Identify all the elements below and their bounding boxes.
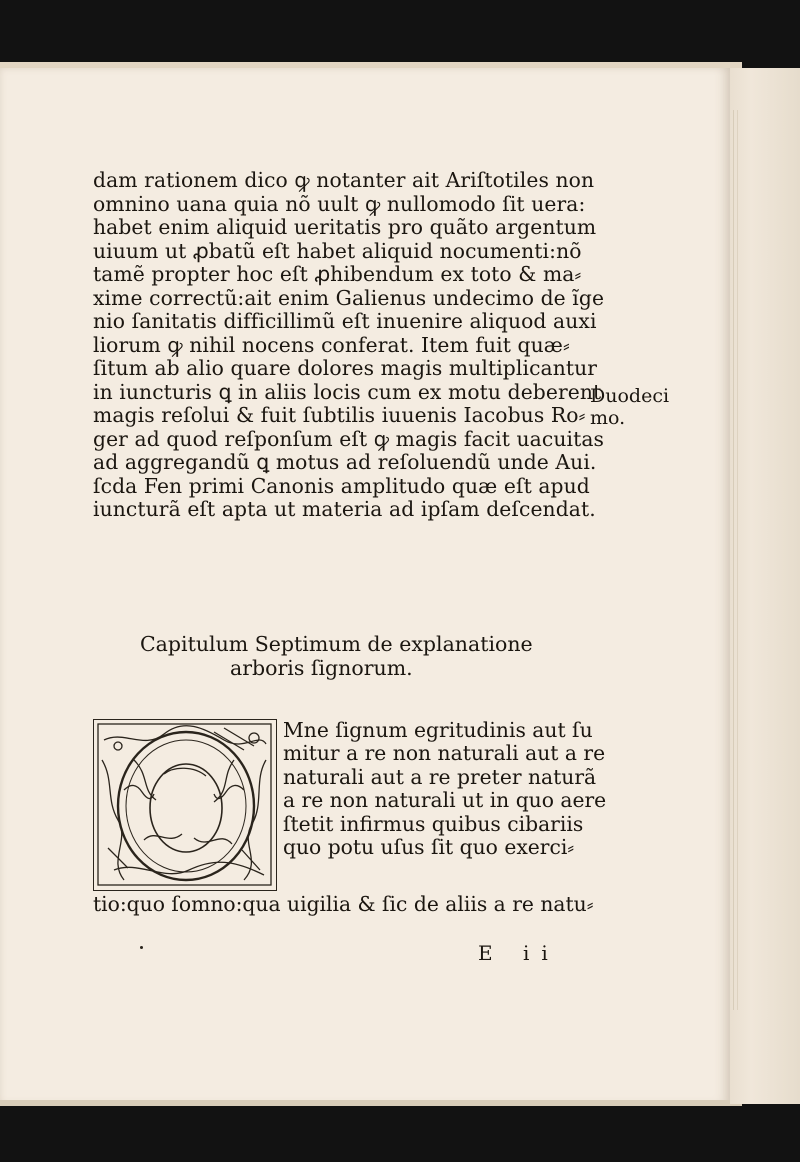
marginal-note-line: Duodeci bbox=[590, 385, 670, 407]
text-line: habet enim aliquid ueritatis pro quãto argentum bbox=[93, 215, 597, 239]
text-line: ſtetit infirmus quibus cibariis bbox=[283, 811, 584, 836]
chapter-heading bbox=[140, 632, 580, 680]
text-line: naturali aut a re preter naturã bbox=[283, 764, 597, 789]
text-line: magis reſolui & fuit ſubtilis iuuenis Iacobus Ro⸗ bbox=[93, 403, 586, 427]
page-stack-lines bbox=[733, 110, 738, 1010]
ink-speck bbox=[140, 946, 143, 949]
text-line: liorum ꝙ nihil nocens conferat. Item fuit quæ⸗ bbox=[93, 332, 570, 357]
text-line: mitur a re non naturali aut a re bbox=[283, 741, 606, 766]
text-line: dam rationem dico ꝙ notanter ait Ariſtotiles non bbox=[93, 168, 595, 192]
text-line: ſitum ab alio quare dolores magis multiplicantur bbox=[93, 356, 598, 380]
text-line: a re non naturali ut in quo aere bbox=[283, 788, 607, 813]
text-line: xime correctũ:ait enim Galienus undecimo de ĩge bbox=[93, 285, 605, 310]
text-line: nio ſanitatis difficillimũ eſt inuenire aliquod auxi bbox=[93, 309, 597, 333]
chapter-heading-line: Capitulum Septimum de explanatione bbox=[140, 632, 533, 656]
woodcut-initial-artwork bbox=[94, 720, 275, 889]
text-line: tio:quo ſomno:qua uigilia & ſic de aliis a re natu⸗ bbox=[93, 892, 594, 916]
decorated-initial-o-icon bbox=[93, 719, 277, 891]
text-line: iuncturã eſt apta ut materia ad ipſam deſcendat. bbox=[93, 497, 596, 521]
main-text-block bbox=[93, 168, 605, 522]
chapter-heading-line: arboris ſignorum. bbox=[230, 656, 413, 680]
text-line: quo potu uſus ſit quo exerci⸗ bbox=[283, 834, 575, 859]
marginal-note-line: mo. bbox=[590, 407, 626, 429]
marginal-note bbox=[590, 385, 669, 429]
page-bottom-edge bbox=[0, 1100, 742, 1106]
text-line: tamẽ propter hoc eſt ꝓhibendum ex toto & ma⸗ bbox=[93, 262, 582, 286]
text-line: uiuum ut ꝓbatũ eſt habet aliquid nocumenti:nõ bbox=[93, 238, 582, 263]
text-line: Mne ſignum egritudinis aut ſu bbox=[283, 718, 593, 742]
initial-paragraph-block bbox=[283, 718, 607, 859]
signature-mark: E ii bbox=[478, 941, 560, 965]
text-line: ger ad quod reſponſum eſt ꝙ magis facit uacuitas bbox=[93, 426, 605, 451]
page-top-edge bbox=[0, 62, 742, 68]
text-line: in iuncturis ꝗ in aliis locis cum ex motu deberent bbox=[93, 379, 602, 404]
text-line: omnino uana quia nõ uult ꝙ nullomodo ſit uera: bbox=[93, 191, 586, 216]
page-fore-edge bbox=[730, 68, 800, 1104]
text-line: ad aggregandũ ꝗ motus ad reſoluendũ unde Aui. bbox=[93, 450, 597, 474]
paragraph-continuation bbox=[93, 892, 594, 916]
text-line: ſcda Fen primi Canonis amplitudo quæ eſt apud bbox=[93, 473, 590, 498]
